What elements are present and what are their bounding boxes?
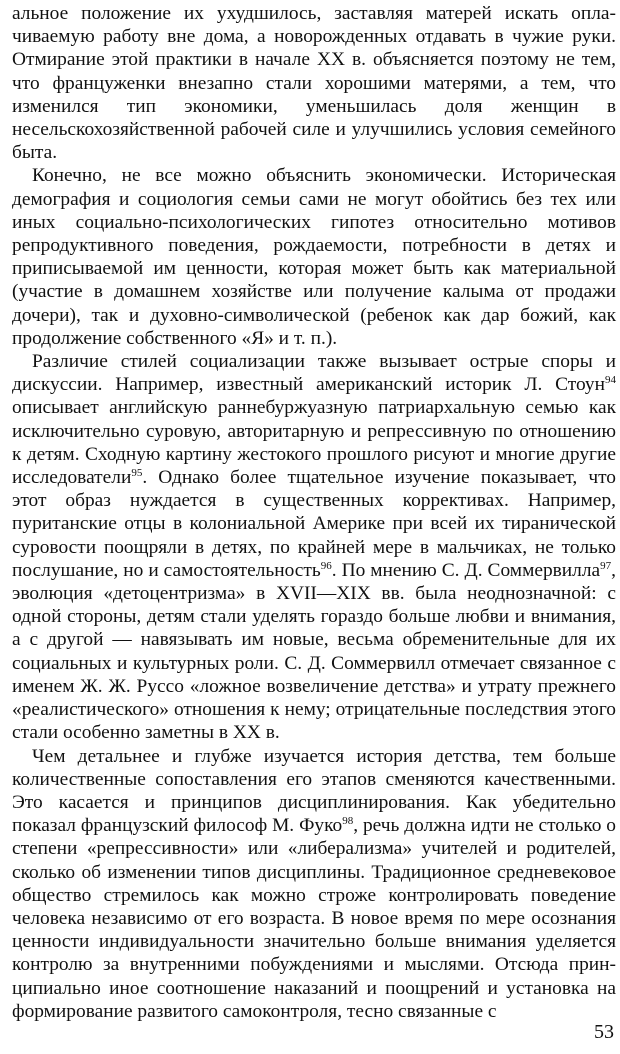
footnote-ref: 97	[600, 559, 612, 572]
footnote-ref: 94	[605, 374, 616, 387]
paragraph-text: Конечно, не все можно объяснить экономически. Историческая демография и социология семьи сами не могут обойтись без тех или иных социально-психологических гипотез относительно мотивов репродуктивного поведения, рождаемости, потребности в детях и приписываемой им ценности, которая может быть как материальной (участие в домашнем хозяйстве или получение калыма от продажи дочери), так и духовно-символической (ребенок как дар божий, как продолжение собственного «Я» и т. п.).	[12, 165, 616, 349]
paragraph-text: альное положение их ухудшилось, заставляя матерей искать оплачиваемую работу вне дома, а новорожденных отдавать в чужие руки. Отмирание этой практики в начале XX в. объясняется поэтому не тем, что француженки внезапно стали хорошими матерями, а тем, что изменился тип экономики, уменьшилась доля женщин в несельскохозяйственной рабочей силе и улучшились условия семейного быта.	[12, 3, 616, 164]
paragraph-text: описывает английскую раннебуржуазную патриархальную семью как исключительно суровую, авторитарную и репрессивную по отношению к детям. Сходную картину жестокого прошлого рисуют и многие другие исследователи	[12, 397, 616, 489]
page-body	[12, 2, 616, 1023]
footnote-ref: 98	[342, 815, 354, 828]
paragraph-1	[12, 2, 616, 164]
page-number: 53	[594, 1021, 614, 1043]
footnote-ref: 95	[131, 467, 143, 480]
paragraph-text: Чем детальнее и глубже изучается история детства, тем больше количественные сопоставления его этапов сменяются качественными. Это касается и принципов дисциплинирования. Как убедительно показал французский философ М. Фуко	[12, 745, 616, 837]
paragraph-2	[12, 164, 616, 350]
paragraph-3	[12, 350, 616, 744]
paragraph-text: Различие стилей социализации также вызывает острые споры и дискуссии. Например, известный американский историк Л. Стоун	[12, 351, 616, 396]
paragraph-text: , эволюция «детоцентризма» в XVII—XIX вв. была неоднозначной: с одной стороны, детям стали уделять гораздо больше любви и внимания, а с другой — навязывать им новые, весьма обременительные для их социальных и культурных роли. С. Д. Соммервилл отмечает связанное с именем Ж. Ж. Руссо «ложное возвеличение детства» и утрату прежнего «реалистического» отношения к нему; отрицательные последствия этого стали особенно заметны в XX в.	[12, 559, 616, 744]
footnote-ref: 96	[320, 559, 332, 572]
paragraph-text: . По мнению С. Д. Соммервилла	[331, 559, 601, 581]
paragraph-text: . Однако более тщательное изучение показывает, что этот образ нуждается в существенных коррективах. Например, пуританские отцы в колониальной Америке при всей их тиранической суровости поощряли в детях, по крайней мере в мальчиках, не только послушание, но и самостоятельность	[12, 467, 616, 581]
paragraph-4	[12, 745, 616, 1023]
paragraph-text: , речь должна идти не столько о степени «репрессивности» или «либерализма» учителей и родителей, сколько об изменении типов дисциплины. Традиционное средневековое общество стремилось как можно строже контролировать поведение человека независимо от его возраста. В новое время по мере осознания ценности индивидуальности значительно больше внимания уделяется контролю за внутренними побуждениями и мыслями. Отсюда принципиально иное соотношение наказаний и поощрений и установка на формирование развитого самоконтроля, тесно связанные с	[12, 815, 616, 1022]
